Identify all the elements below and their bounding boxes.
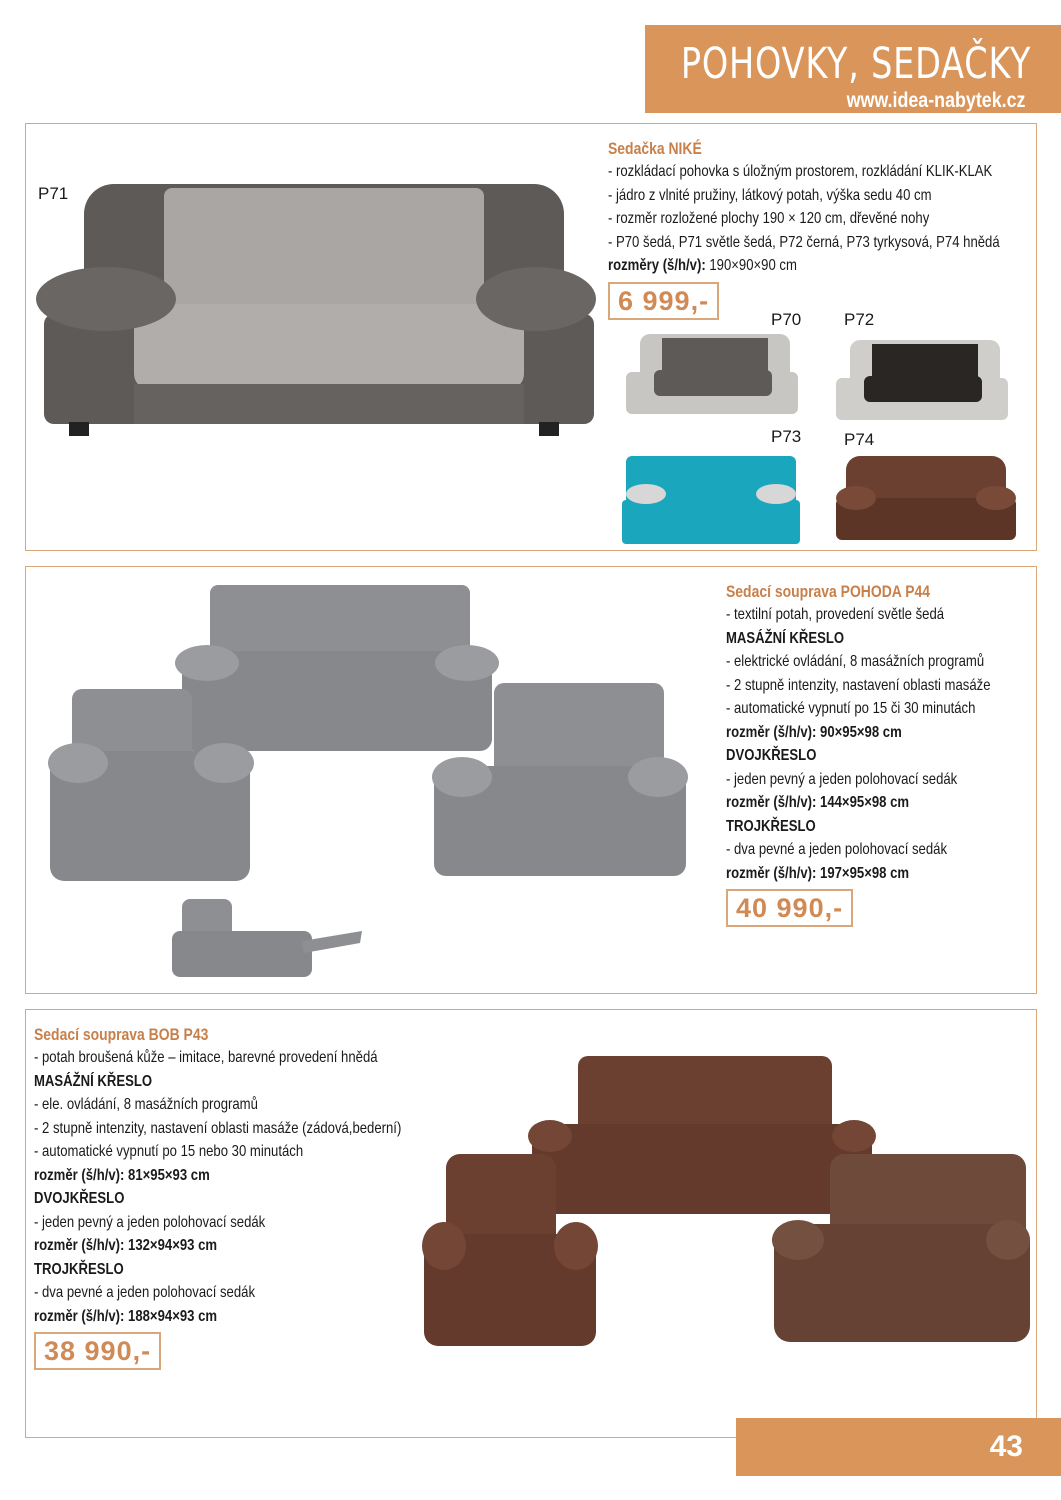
bob-set-image: [422, 1054, 1032, 1364]
dimensions-label: rozměry (š/h/v):: [608, 257, 706, 274]
spec-line: - ele. ovládání, 8 masážních programů: [34, 1096, 258, 1113]
sofa-variant-p73-image: [620, 454, 802, 546]
spec-dimensions: rozměr (š/h/v): 197×95×98 cm: [726, 864, 910, 882]
spec-line: - textilní potah, provedení světle šedá: [726, 606, 945, 623]
price-tag: 40 990,-: [726, 889, 853, 927]
spec-line: - potah broušená kůže – imitace, barevné provedení hnědá: [34, 1049, 378, 1066]
spec-heading: TROJKŘESLO: [34, 1260, 124, 1278]
spec-dimensions: rozměr (š/h/v): 132×94×93 cm: [34, 1237, 218, 1254]
sofa-nike-p71-image: [34, 174, 604, 444]
price-tag: 6 999,-: [608, 282, 719, 320]
product-title: Sedací souprava BOB P43: [34, 1025, 209, 1044]
spec-line: - rozkládací pohovka s úložným prostorem, rozkládání KLIK-KLAK: [608, 163, 993, 180]
spec-line: - dva pevné a jeden polohovací sedák: [34, 1284, 256, 1301]
main-variant-code: P71: [38, 184, 69, 203]
spec-line: - jeden pevný a jeden polohovací sedák: [726, 770, 958, 788]
dimensions-value: 190×90×90 cm: [709, 257, 797, 274]
pohoda-set-image: [42, 581, 702, 986]
sofa-variant-p72-image: [832, 336, 1012, 428]
header-band: [645, 25, 1061, 113]
spec-line: - automatické vypnutí po 15 či 30 minutách: [726, 700, 976, 717]
page-number-band: [736, 1418, 1061, 1476]
website-url[interactable]: www.idea-nabytek.cz: [846, 89, 1025, 112]
spec-line: - automatické vypnutí po 15 nebo 30 minutách: [34, 1143, 304, 1160]
variant-code: P72: [844, 310, 875, 329]
product-title: Sedačka NIKÉ: [608, 139, 702, 158]
product-section-pohoda: [25, 566, 1037, 994]
spec-dimensions: rozměr (š/h/v): 90×95×98 cm: [726, 723, 902, 741]
spec-heading: MASÁŽNÍ KŘESLO: [34, 1072, 153, 1090]
page-title: POHOVKY, SEDAČKY: [680, 39, 1031, 89]
spec-heading: DVOJKŘESLO: [726, 747, 817, 764]
spec-line: - dva pevné a jeden polohovací sedák: [726, 841, 948, 858]
variant-code: P70: [771, 310, 802, 329]
spec-heading: TROJKŘESLO: [726, 817, 816, 835]
product-section-bob: [25, 1009, 1037, 1438]
variant-code: P74: [844, 430, 875, 449]
spec-line: - jeden pevný a jeden polohovací sedák: [34, 1213, 266, 1231]
spec-line: - jádro z vlnité pružiny, látkový potah, výška sedu 40 cm: [608, 186, 932, 204]
spec-line: - 2 stupně intenzity, nastavení oblasti masáže (zádová,bederní): [34, 1119, 402, 1137]
product-section-nike: [25, 123, 1037, 551]
sofa-variant-p70-image: [622, 330, 802, 422]
variant-code: P73: [771, 427, 802, 446]
spec-heading: DVOJKŘESLO: [34, 1190, 125, 1207]
spec-line: - P70 šedá, P71 světle šedá, P72 černá, P73 tyrkysová, P74 hnědá: [608, 233, 1000, 251]
spec-line: - rozměr rozložené plochy 190 × 120 cm, dřevěné nohy: [608, 210, 930, 227]
price-tag: 38 990,-: [34, 1332, 161, 1370]
page-number: 43: [989, 1430, 1023, 1463]
spec-line: - elektrické ovládání, 8 masážních programů: [726, 653, 985, 670]
spec-line: - 2 stupně intenzity, nastavení oblasti masáže: [726, 676, 991, 694]
spec-dimensions: rozměr (š/h/v): 81×95×93 cm: [34, 1166, 210, 1184]
spec-dimensions: rozměr (š/h/v): 144×95×98 cm: [726, 794, 910, 811]
spec-heading: MASÁŽNÍ KŘESLO: [726, 629, 845, 647]
spec-dimensions: rozměr (š/h/v): 188×94×93 cm: [34, 1307, 218, 1325]
product-title: Sedací souprava POHODA P44: [726, 582, 931, 601]
sofa-variant-p74-image: [834, 454, 1018, 546]
